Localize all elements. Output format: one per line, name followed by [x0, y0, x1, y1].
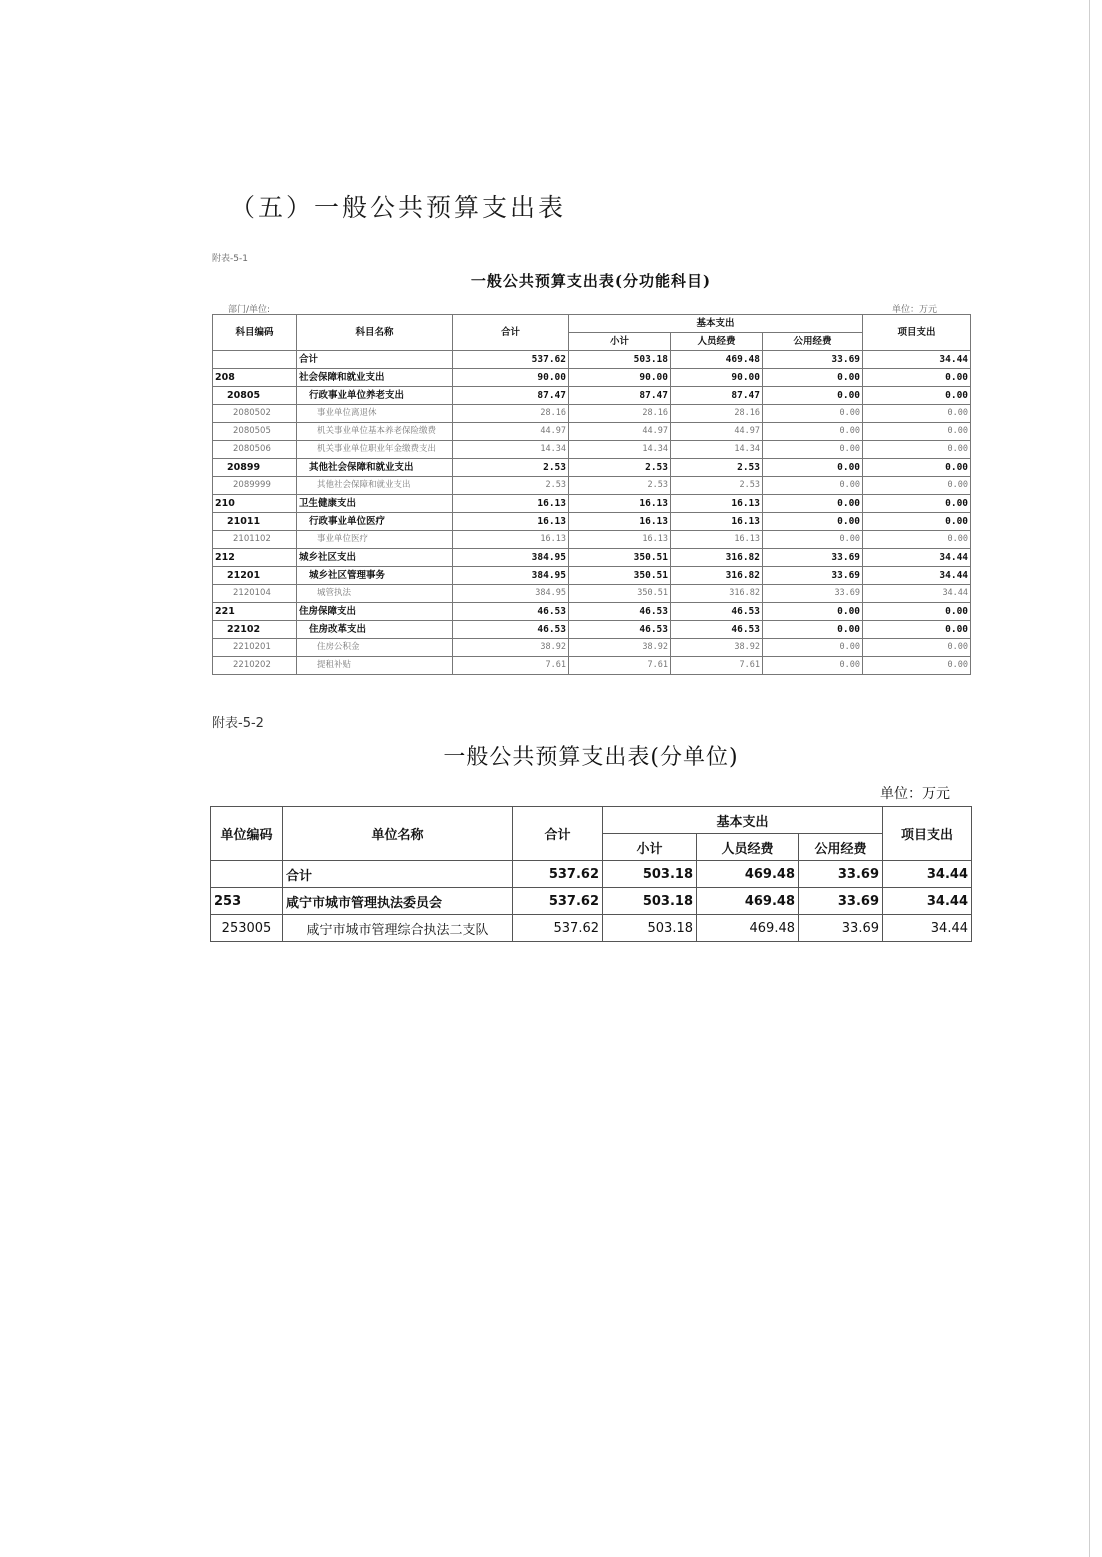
- cell-total: 384.95: [453, 585, 569, 603]
- cell-public: 0.00: [763, 459, 863, 477]
- cell-personnel: 2.53: [671, 459, 763, 477]
- cell-public: 0.00: [763, 621, 863, 639]
- table2-label: 附表-5-2: [212, 716, 264, 731]
- cell-subtotal: 16.13: [569, 495, 671, 513]
- cell-name: 卫生健康支出: [297, 495, 453, 513]
- cell-name: 其他社会保障和就业支出: [297, 477, 453, 495]
- cell-subtotal: 503.18: [603, 861, 697, 888]
- cell-public: 0.00: [763, 531, 863, 549]
- header-total: 合计: [453, 315, 569, 351]
- cell-code: 2120104: [213, 585, 297, 603]
- table2-title: 一般公共预算支出表(分单位): [443, 745, 739, 770]
- cell-personnel: 90.00: [671, 369, 763, 387]
- cell-name: 其他社会保障和就业支出: [297, 459, 453, 477]
- cell-total: 46.53: [453, 603, 569, 621]
- cell-project: 0.00: [863, 657, 971, 675]
- header-subtotal: 小计: [603, 834, 697, 861]
- table-row: [213, 459, 971, 477]
- table1-unit-label: 单位：万元: [892, 305, 938, 315]
- cell-public: 0.00: [763, 603, 863, 621]
- cell-name: 咸宁市城市管理综合执法二支队: [283, 915, 513, 942]
- cell-total: 537.62: [513, 861, 603, 888]
- header-unit-code: 单位编码: [211, 807, 283, 861]
- cell-name: 城乡社区管理事务: [297, 567, 453, 585]
- header-unit-name: 单位名称: [283, 807, 513, 861]
- page-edge-line: [1089, 0, 1090, 1557]
- table-row: [213, 423, 971, 441]
- cell-project: 0.00: [863, 441, 971, 459]
- cell-subtotal: 350.51: [569, 549, 671, 567]
- cell-code: 2080502: [213, 405, 297, 423]
- table-row: [213, 387, 971, 405]
- cell-code: 2210202: [213, 657, 297, 675]
- header-public: 公用经费: [799, 834, 883, 861]
- cell-public: 33.69: [799, 888, 883, 915]
- cell-total: 90.00: [453, 369, 569, 387]
- header-subject-name: 科目名称: [297, 315, 453, 351]
- section-title: （五）一般公共预算支出表: [230, 193, 567, 222]
- header-project-expenditure: 项目支出: [883, 807, 972, 861]
- cell-project: 0.00: [863, 405, 971, 423]
- table-row: [213, 549, 971, 567]
- cell-subtotal: 87.47: [569, 387, 671, 405]
- cell-project: 0.00: [863, 459, 971, 477]
- cell-personnel: 16.13: [671, 495, 763, 513]
- cell-name: 机关事业单位职业年金缴费支出: [297, 441, 453, 459]
- cell-personnel: 469.48: [697, 915, 799, 942]
- cell-name: 合计: [283, 861, 513, 888]
- cell-personnel: 44.97: [671, 423, 763, 441]
- cell-project: 0.00: [863, 603, 971, 621]
- cell-subtotal: 38.92: [569, 639, 671, 657]
- cell-personnel: 316.82: [671, 585, 763, 603]
- cell-public: 0.00: [763, 423, 863, 441]
- table-row: [211, 915, 972, 942]
- cell-personnel: 16.13: [671, 513, 763, 531]
- cell-public: 0.00: [763, 369, 863, 387]
- cell-code: 21011: [213, 513, 297, 531]
- cell-project: 34.44: [863, 549, 971, 567]
- cell-subtotal: 44.97: [569, 423, 671, 441]
- cell-project: 0.00: [863, 369, 971, 387]
- cell-project: 34.44: [883, 861, 972, 888]
- table2-by-unit: [210, 806, 972, 942]
- cell-subtotal: 350.51: [569, 567, 671, 585]
- cell-subtotal: 46.53: [569, 621, 671, 639]
- cell-code: 212: [213, 549, 297, 567]
- cell-personnel: 46.53: [671, 603, 763, 621]
- cell-project: 0.00: [863, 621, 971, 639]
- table-row: [213, 621, 971, 639]
- cell-project: 0.00: [863, 477, 971, 495]
- cell-public: 33.69: [763, 585, 863, 603]
- cell-public: 0.00: [763, 657, 863, 675]
- table-row: [213, 513, 971, 531]
- cell-total: 16.13: [453, 495, 569, 513]
- table-row: [211, 888, 972, 915]
- table-row: [213, 603, 971, 621]
- cell-total: 16.13: [453, 531, 569, 549]
- cell-subtotal: 90.00: [569, 369, 671, 387]
- table1-title: 一般公共预算支出表(分功能科目): [470, 272, 712, 290]
- cell-code: [211, 861, 283, 888]
- cell-code: 2089999: [213, 477, 297, 495]
- cell-project: 0.00: [863, 639, 971, 657]
- cell-name: 行政事业单位医疗: [297, 513, 453, 531]
- cell-code: 208: [213, 369, 297, 387]
- cell-code: 2080505: [213, 423, 297, 441]
- cell-subtotal: 503.18: [603, 915, 697, 942]
- cell-subtotal: 350.51: [569, 585, 671, 603]
- table-row: [213, 369, 971, 387]
- table-row: [213, 405, 971, 423]
- cell-code: 20805: [213, 387, 297, 405]
- header-personnel: 人员经费: [697, 834, 799, 861]
- cell-project: 0.00: [863, 513, 971, 531]
- cell-public: 0.00: [763, 441, 863, 459]
- header-basic-expenditure: 基本支出: [569, 315, 863, 333]
- cell-personnel: 87.47: [671, 387, 763, 405]
- cell-subtotal: 2.53: [569, 459, 671, 477]
- cell-public: 33.69: [763, 567, 863, 585]
- cell-public: 0.00: [763, 513, 863, 531]
- cell-name: 事业单位医疗: [297, 531, 453, 549]
- cell-personnel: 14.34: [671, 441, 763, 459]
- cell-name: 行政事业单位养老支出: [297, 387, 453, 405]
- cell-code: 253: [211, 888, 283, 915]
- cell-project: 34.44: [863, 567, 971, 585]
- cell-total: 537.62: [513, 888, 603, 915]
- cell-total: 16.13: [453, 513, 569, 531]
- cell-personnel: 7.61: [671, 657, 763, 675]
- cell-total: 537.62: [513, 915, 603, 942]
- table-row: [213, 531, 971, 549]
- table-row: [213, 495, 971, 513]
- cell-personnel: 316.82: [671, 567, 763, 585]
- cell-project: 0.00: [863, 423, 971, 441]
- table-row: [213, 441, 971, 459]
- cell-total: 46.53: [453, 621, 569, 639]
- cell-total: 537.62: [453, 351, 569, 369]
- cell-personnel: 469.48: [671, 351, 763, 369]
- cell-name: 机关事业单位基本养老保险缴费: [297, 423, 453, 441]
- cell-subtotal: 7.61: [569, 657, 671, 675]
- cell-code: 20899: [213, 459, 297, 477]
- header-total: 合计: [513, 807, 603, 861]
- cell-subtotal: 16.13: [569, 531, 671, 549]
- cell-name: 合计: [297, 351, 453, 369]
- cell-code: [213, 351, 297, 369]
- cell-subtotal: 503.18: [569, 351, 671, 369]
- cell-name: 事业单位离退休: [297, 405, 453, 423]
- cell-subtotal: 16.13: [569, 513, 671, 531]
- cell-personnel: 469.48: [697, 861, 799, 888]
- cell-public: 33.69: [763, 549, 863, 567]
- cell-name: 提租补贴: [297, 657, 453, 675]
- header-subject-code: 科目编码: [213, 315, 297, 351]
- cell-code: 2101102: [213, 531, 297, 549]
- cell-public: 33.69: [763, 351, 863, 369]
- cell-subtotal: 14.34: [569, 441, 671, 459]
- cell-total: 14.34: [453, 441, 569, 459]
- cell-project: 34.44: [863, 585, 971, 603]
- table-row: [213, 639, 971, 657]
- cell-total: 28.16: [453, 405, 569, 423]
- cell-name: 住房改革支出: [297, 621, 453, 639]
- table2-unit-label: 单位：万元: [880, 786, 950, 802]
- table1-functional-subjects: [212, 314, 971, 675]
- header-project-expenditure: 项目支出: [863, 315, 971, 351]
- table-row: [213, 567, 971, 585]
- cell-total: 384.95: [453, 567, 569, 585]
- cell-personnel: 16.13: [671, 531, 763, 549]
- cell-total: 384.95: [453, 549, 569, 567]
- cell-subtotal: 46.53: [569, 603, 671, 621]
- cell-public: 0.00: [763, 387, 863, 405]
- cell-code: 2080506: [213, 441, 297, 459]
- cell-public: 0.00: [763, 477, 863, 495]
- table1-label: 附表-5-1: [212, 254, 248, 264]
- cell-project: 34.44: [883, 888, 972, 915]
- cell-total: 44.97: [453, 423, 569, 441]
- cell-personnel: 316.82: [671, 549, 763, 567]
- cell-project: 0.00: [863, 531, 971, 549]
- cell-personnel: 2.53: [671, 477, 763, 495]
- cell-name: 城乡社区支出: [297, 549, 453, 567]
- cell-subtotal: 503.18: [603, 888, 697, 915]
- table1-dept-label: 部门/单位:: [228, 305, 271, 315]
- cell-subtotal: 2.53: [569, 477, 671, 495]
- cell-public: 33.69: [799, 861, 883, 888]
- table-row: [213, 657, 971, 675]
- cell-code: 253005: [211, 915, 283, 942]
- header-basic-expenditure: 基本支出: [603, 807, 883, 834]
- cell-total: 2.53: [453, 459, 569, 477]
- cell-personnel: 38.92: [671, 639, 763, 657]
- cell-project: 34.44: [863, 351, 971, 369]
- cell-public: 33.69: [799, 915, 883, 942]
- cell-name: 城管执法: [297, 585, 453, 603]
- cell-subtotal: 28.16: [569, 405, 671, 423]
- cell-personnel: 469.48: [697, 888, 799, 915]
- cell-total: 38.92: [453, 639, 569, 657]
- header-personnel: 人员经费: [671, 333, 763, 351]
- cell-code: 221: [213, 603, 297, 621]
- cell-total: 87.47: [453, 387, 569, 405]
- cell-code: 210: [213, 495, 297, 513]
- cell-code: 2210201: [213, 639, 297, 657]
- table-row: [213, 351, 971, 369]
- header-subtotal: 小计: [569, 333, 671, 351]
- table-row: [213, 585, 971, 603]
- cell-name: 咸宁市城市管理执法委员会: [283, 888, 513, 915]
- cell-name: 社会保障和就业支出: [297, 369, 453, 387]
- cell-public: 0.00: [763, 495, 863, 513]
- cell-code: 21201: [213, 567, 297, 585]
- cell-project: 34.44: [883, 915, 972, 942]
- cell-personnel: 28.16: [671, 405, 763, 423]
- cell-public: 0.00: [763, 405, 863, 423]
- cell-public: 0.00: [763, 639, 863, 657]
- cell-name: 住房保障支出: [297, 603, 453, 621]
- cell-code: 22102: [213, 621, 297, 639]
- table-row: [213, 477, 971, 495]
- cell-name: 住房公积金: [297, 639, 453, 657]
- cell-total: 7.61: [453, 657, 569, 675]
- table-row: [211, 861, 972, 888]
- header-public: 公用经费: [763, 333, 863, 351]
- cell-total: 2.53: [453, 477, 569, 495]
- cell-project: 0.00: [863, 495, 971, 513]
- cell-personnel: 46.53: [671, 621, 763, 639]
- cell-project: 0.00: [863, 387, 971, 405]
